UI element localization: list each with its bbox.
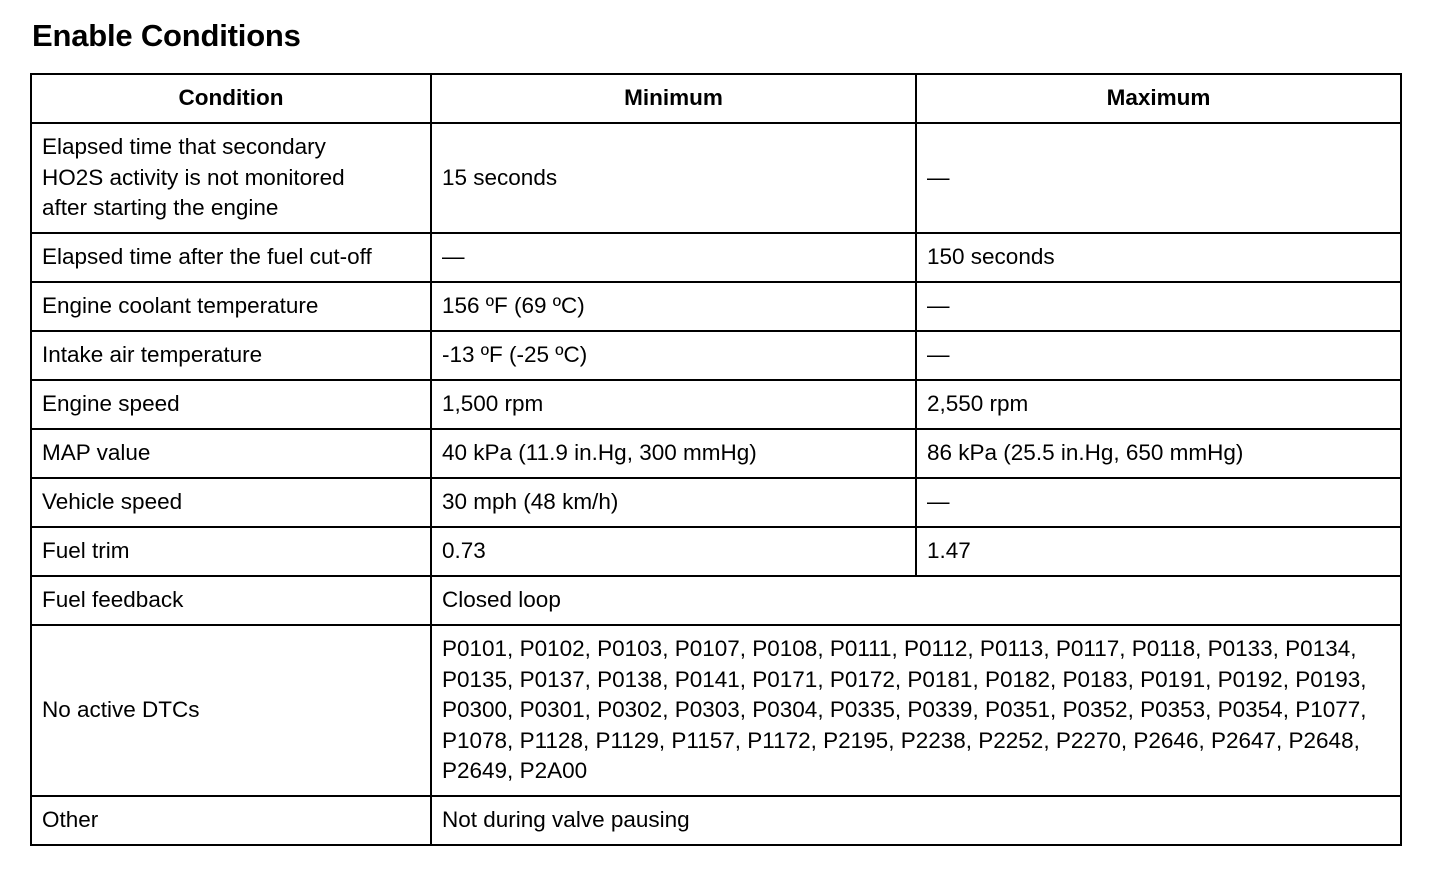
minimum-cell: 30 mph (48 km/h) bbox=[431, 478, 916, 527]
minimum-cell: 1,500 rpm bbox=[431, 380, 916, 429]
condition-cell: Intake air temperature bbox=[31, 331, 431, 380]
maximum-cell: — bbox=[916, 282, 1401, 331]
minimum-cell: 0.73 bbox=[431, 527, 916, 576]
table-row bbox=[31, 625, 1401, 796]
maximum-cell: — bbox=[916, 123, 1401, 233]
value-cell: Closed loop bbox=[431, 576, 1401, 625]
table-row bbox=[31, 429, 1401, 478]
condition-cell: Vehicle speed bbox=[31, 478, 431, 527]
maximum-cell: 2,550 rpm bbox=[916, 380, 1401, 429]
header-maximum: Maximum bbox=[916, 74, 1401, 123]
table-row bbox=[31, 331, 1401, 380]
maximum-cell: 150 seconds bbox=[916, 233, 1401, 282]
table-row bbox=[31, 380, 1401, 429]
condition-cell: Engine coolant temperature bbox=[31, 282, 431, 331]
value-cell: Not during valve pausing bbox=[431, 796, 1401, 845]
minimum-cell: 156 ºF (69 ºC) bbox=[431, 282, 916, 331]
condition-cell: No active DTCs bbox=[31, 625, 431, 796]
header-minimum: Minimum bbox=[431, 74, 916, 123]
page-title: Enable Conditions bbox=[32, 18, 301, 53]
condition-cell: MAP value bbox=[31, 429, 431, 478]
minimum-cell: 40 kPa (11.9 in.Hg, 300 mmHg) bbox=[431, 429, 916, 478]
minimum-cell: 15 seconds bbox=[431, 123, 916, 233]
condition-cell: Fuel feedback bbox=[31, 576, 431, 625]
table-row bbox=[31, 576, 1401, 625]
condition-cell: Elapsed time that secondary HO2S activity is not monitored after starting the engine bbox=[31, 123, 431, 233]
table-row bbox=[31, 478, 1401, 527]
table-row bbox=[31, 233, 1401, 282]
condition-cell: Elapsed time after the fuel cut-off bbox=[31, 233, 431, 282]
table-header-row bbox=[31, 74, 1401, 123]
table-row bbox=[31, 527, 1401, 576]
condition-cell: Fuel trim bbox=[31, 527, 431, 576]
table-row bbox=[31, 282, 1401, 331]
dtc-list-cell: P0101, P0102, P0103, P0107, P0108, P0111, P0112, P0113, P0117, P0118, P0133, P0134, P0135, P0137, P0138, P0141, P0171, P0172, P0181, P0182, P0183, P0191, P0192, P0193, P0300, P0301, P0302, P0303, P0304, P0335, P0339, P0351, P0352, P0353, P0354, P1077, P1078, P1128, P1129, P1157, P1172, P2195, P2238, P2252, P2270, P2646, P2647, P2648, P2649, P2A00 bbox=[431, 625, 1401, 796]
condition-cell: Engine speed bbox=[31, 380, 431, 429]
minimum-cell: -13 ºF (-25 ºC) bbox=[431, 331, 916, 380]
maximum-cell: — bbox=[916, 331, 1401, 380]
enable-conditions-table bbox=[30, 73, 1402, 846]
minimum-cell: — bbox=[431, 233, 916, 282]
table-row bbox=[31, 123, 1401, 233]
maximum-cell: 1.47 bbox=[916, 527, 1401, 576]
maximum-cell: — bbox=[916, 478, 1401, 527]
header-condition: Condition bbox=[31, 74, 431, 123]
table-row bbox=[31, 796, 1401, 845]
maximum-cell: 86 kPa (25.5 in.Hg, 650 mmHg) bbox=[916, 429, 1401, 478]
condition-cell: Other bbox=[31, 796, 431, 845]
